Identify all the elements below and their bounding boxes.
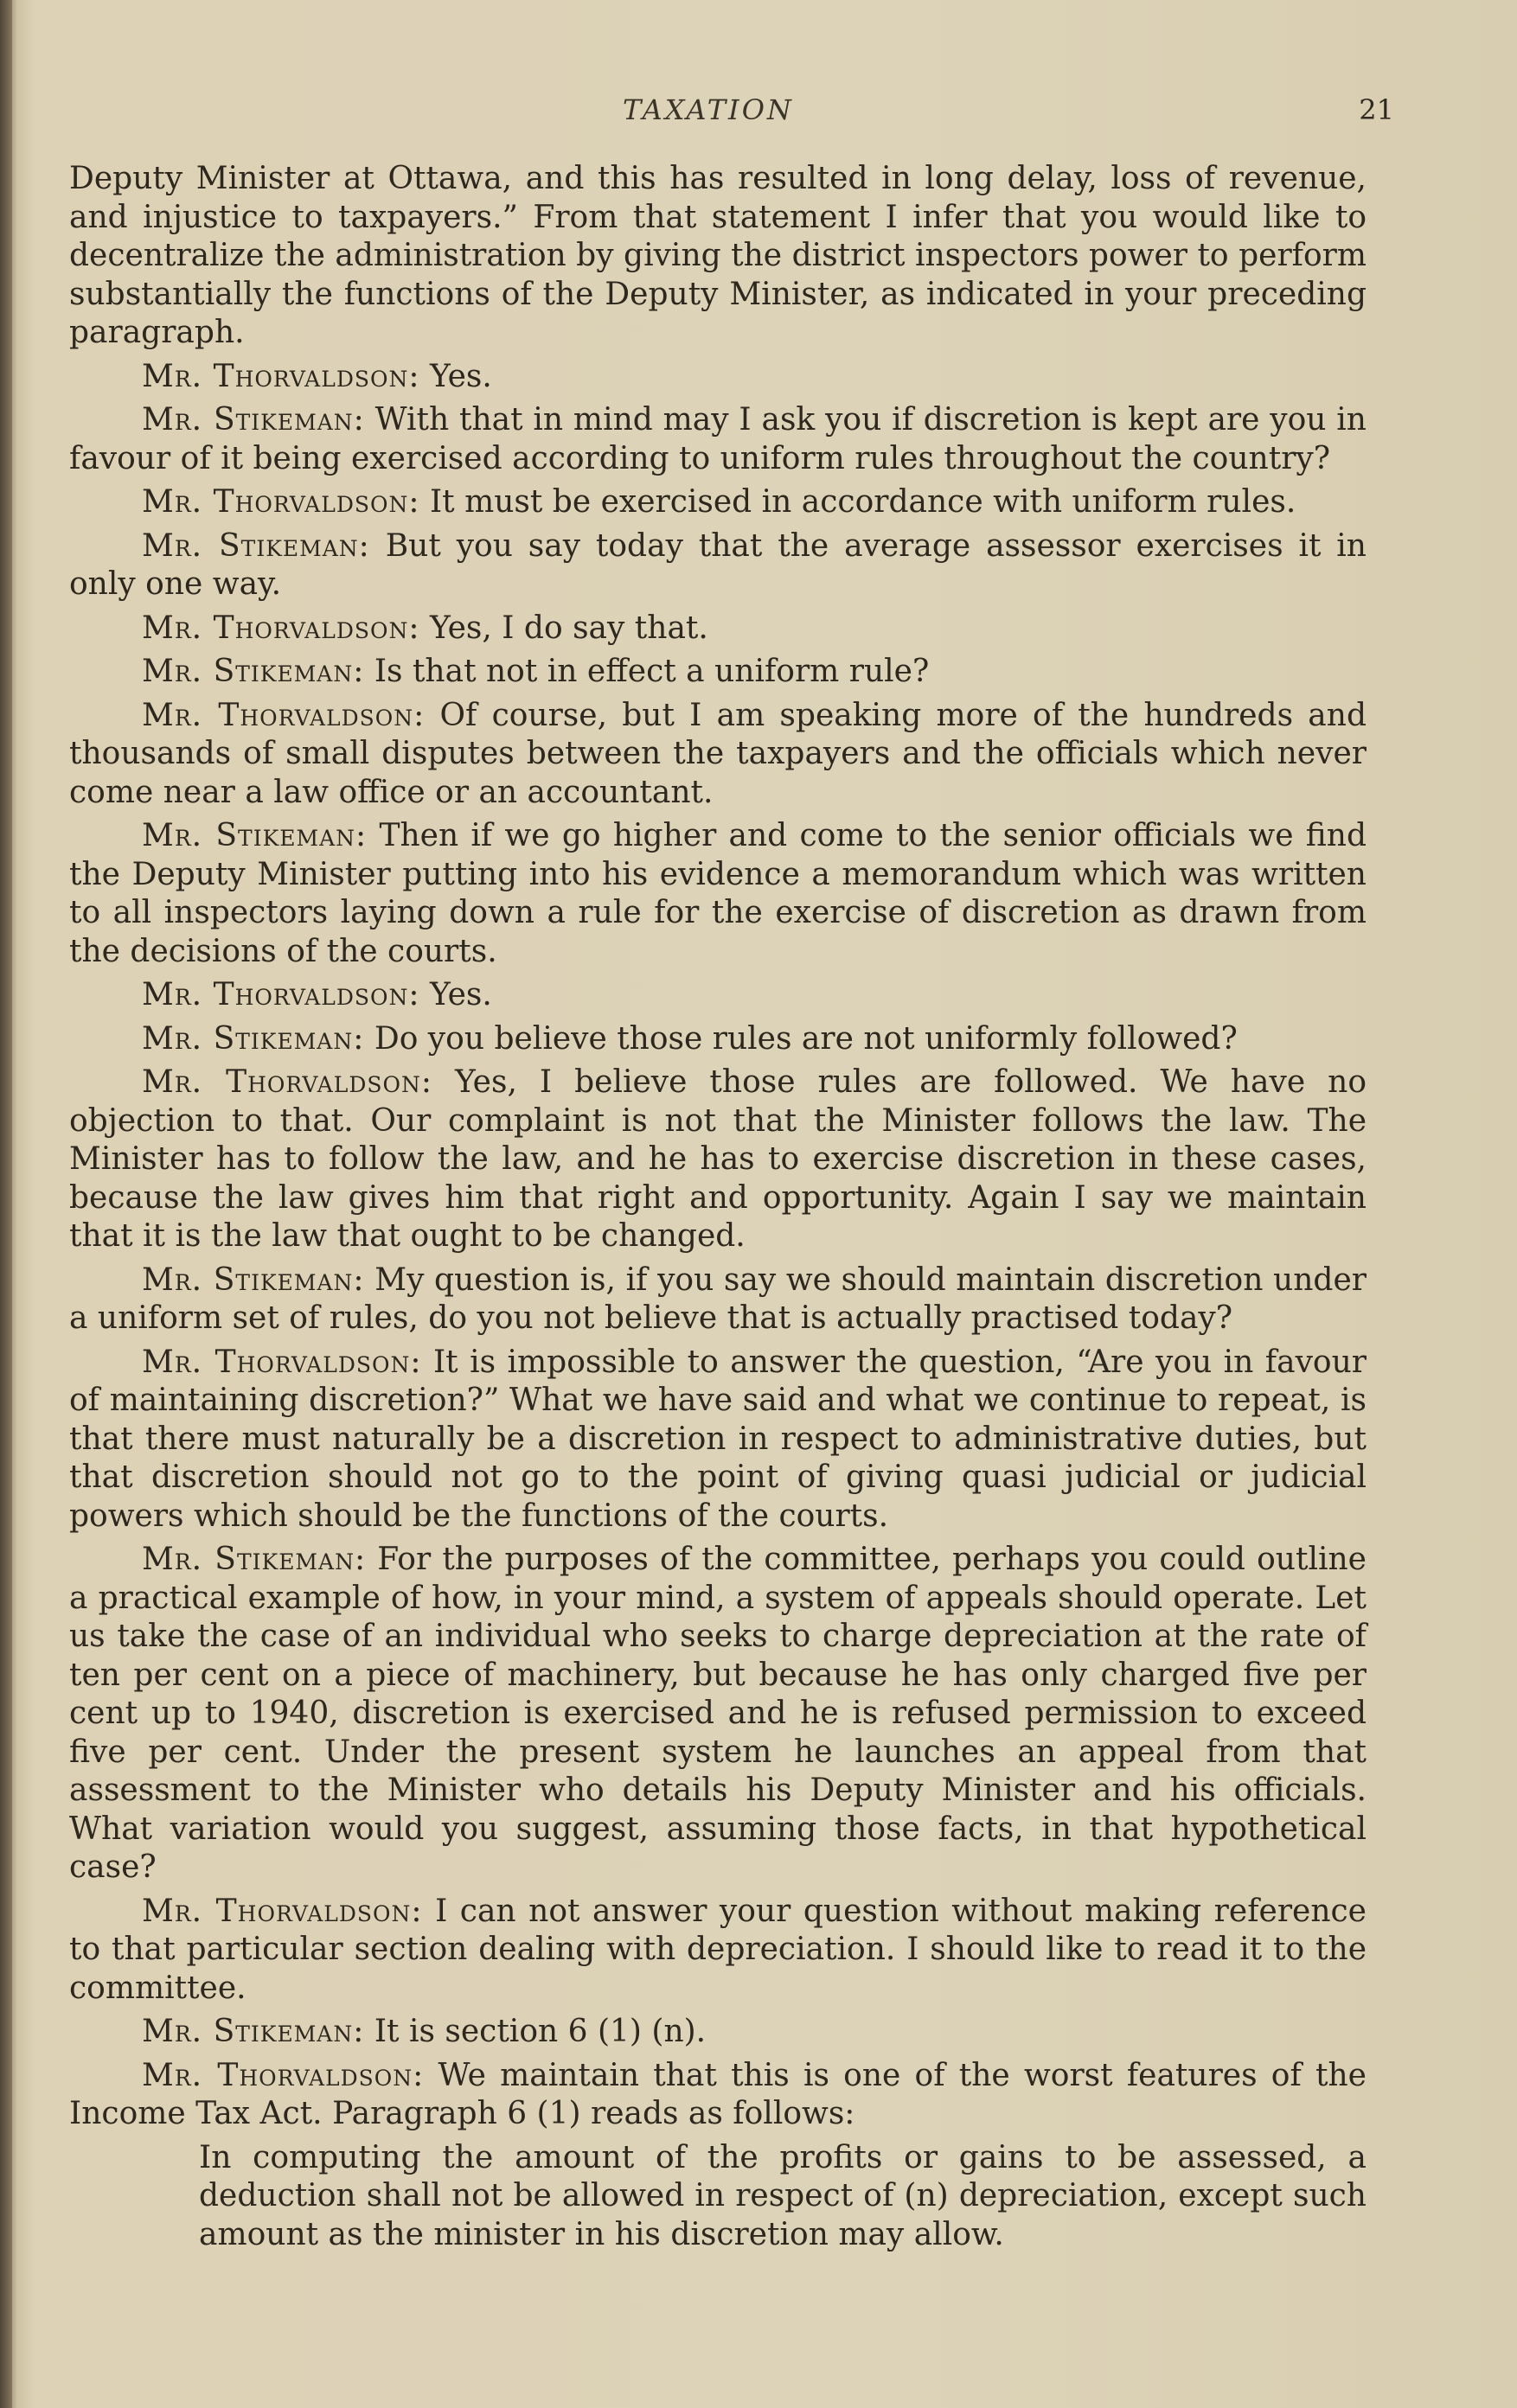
speaker-name: Mr. Stikeman: <box>142 1020 365 1057</box>
paragraph <box>69 1063 1367 1256</box>
speaker-name: Mr. Thorvaldson: <box>142 1344 422 1380</box>
speech-text: Do you believe those rules are not uniformly followed? <box>374 1020 1238 1057</box>
speech-text: It is impossible to answer the question, “Are you in favour of maintaining discretion?” What we have said and what we continue to repeat, is that there must naturally be a discretion in respect to administrative duties, but that discretion should not go to the point of giving quasi judicial or judicial powers which should be the functions of the courts. <box>69 1344 1367 1534</box>
paragraph <box>69 358 1367 397</box>
page-number: 21 <box>1359 93 1394 126</box>
paragraph <box>69 653 1367 692</box>
speech-text: Then if we go higher and come to the senior officials we find the Deputy Minister putting into his evidence a memorandum which was written to all inspectors laying down a rule for the exercise of discretion as drawn from the decisions of the courts. <box>69 818 1367 969</box>
speech-text: But you say today that the average assessor exercises it in only one way. <box>69 527 1367 602</box>
speaker-name: Mr. Thorvaldson: <box>142 484 420 520</box>
paragraph <box>69 1261 1367 1338</box>
speech-text: It must be exercised in accordance with uniform rules. <box>429 484 1296 520</box>
speaker-name: Mr. Thorvaldson: <box>142 977 420 1012</box>
speaker-name: Mr. Thorvaldson: <box>142 1893 423 1929</box>
paragraph <box>69 1893 1367 2009</box>
paragraph <box>69 527 1367 604</box>
speech-text: Yes, I do say that. <box>429 610 708 646</box>
speaker-name: Mr. Thorvaldson: <box>142 1064 433 1100</box>
speaker-name: Mr. Thorvaldson: <box>142 610 420 646</box>
paragraph <box>69 1020 1367 1059</box>
speech-text: My question is, if you say we should maintain discretion under a uniform set of rules, do you not believe that is actually practised today? <box>69 1261 1367 1336</box>
speaker-name: Mr. Stikeman: <box>142 2014 365 2049</box>
speech-text: Yes. <box>429 977 492 1012</box>
speaker-name: Mr. Thorvaldson: <box>142 2057 425 2093</box>
speaker-name: Mr. Stikeman: <box>142 654 365 689</box>
speech-text: Is that not in effect a uniform rule? <box>374 654 930 689</box>
speaker-name: Mr. Thorvaldson: <box>142 697 426 733</box>
paragraph <box>69 1541 1367 1887</box>
speaker-name: Mr. Thorvaldson: <box>142 358 420 394</box>
speaker-name: Mr. Stikeman: <box>142 1261 365 1298</box>
paragraph <box>69 817 1367 971</box>
paragraph <box>69 483 1367 522</box>
paragraph <box>69 610 1367 648</box>
running-title: TAXATION <box>623 93 794 126</box>
paragraph <box>69 401 1367 478</box>
speaker-name: Mr. Stikeman: <box>142 527 370 564</box>
speech-text: It is section 6 (1) (n). <box>374 2014 707 2049</box>
page-header <box>69 93 1394 135</box>
speaker-name: Mr. Stikeman: <box>142 1542 367 1577</box>
speech-text: For the purposes of the committee, perhaps you could outline a practical example of how, in your mind, a system of appeals should operate. Let us take the case of an individual who seeks to charge depreciation at the rate of ten per cent on a piece of machinery, but because he has only charged five per cent up to 1940, discretion is exercised and he is refused permission to exceed five per cent. Under the present system he launches an appeal from that assessment to the Minister who details his Deputy Minister and his officials. What variation would you suggest, assuming those facts, in that hypothetical case? <box>69 1542 1367 1885</box>
speech-text: With that in mind may I ask you if discretion is kept are you in favour of it being exercised according to uniform rules throughout the country? <box>69 402 1367 476</box>
speaker-name: Mr. Stikeman: <box>142 818 368 853</box>
speech-text: Yes, I believe those rules are followed. We have no objection to that. Our complaint is not that the Minister follows the law. The Minister has to follow the law, and he has to exercise discretion in these cases, because the law gives him that right and opportunity. Again I say we maintain that it is the law that ought to be changed. <box>69 1064 1367 1254</box>
block-quote: In computing the amount of the profits or gains to be assessed, a deduction shall not be allowed in respect of (n) depreciation, except such amount as the minister in his discretion may allow. <box>199 2139 1367 2252</box>
paragraph <box>69 697 1367 813</box>
paragraph: Deputy Minister at Ottawa, and this has resulted in long delay, loss of revenue, and injustice to taxpayers.” From that statement I infer that you would like to decentralize the administration by giving the district inspectors power to perform substantially the functions of the Deputy Minister, as indicated in your preceding paragraph. <box>69 161 1367 350</box>
speech-text: I can not answer your question without making reference to that particular section dealing with depreciation. I should like to read it to the committee. <box>69 1893 1367 2006</box>
speech-text: Of course, but I am speaking more of the hundreds and thousands of small disputes between the taxpayers and the officials which never come near a law office or an accountant. <box>69 697 1367 810</box>
speech-text: We maintain that this is one of the worst features of the Income Tax Act. Paragraph 6 (1) reads as follows: <box>69 2057 1367 2131</box>
paragraph <box>69 976 1367 1015</box>
paragraph <box>69 2057 1367 2134</box>
paragraph <box>69 1344 1367 1536</box>
speaker-name: Mr. Stikeman: <box>142 402 365 438</box>
paragraph <box>69 2013 1367 2052</box>
speech-text: Yes. <box>429 358 492 394</box>
page-binding-edge <box>0 0 12 2408</box>
page-body <box>69 160 1367 2254</box>
